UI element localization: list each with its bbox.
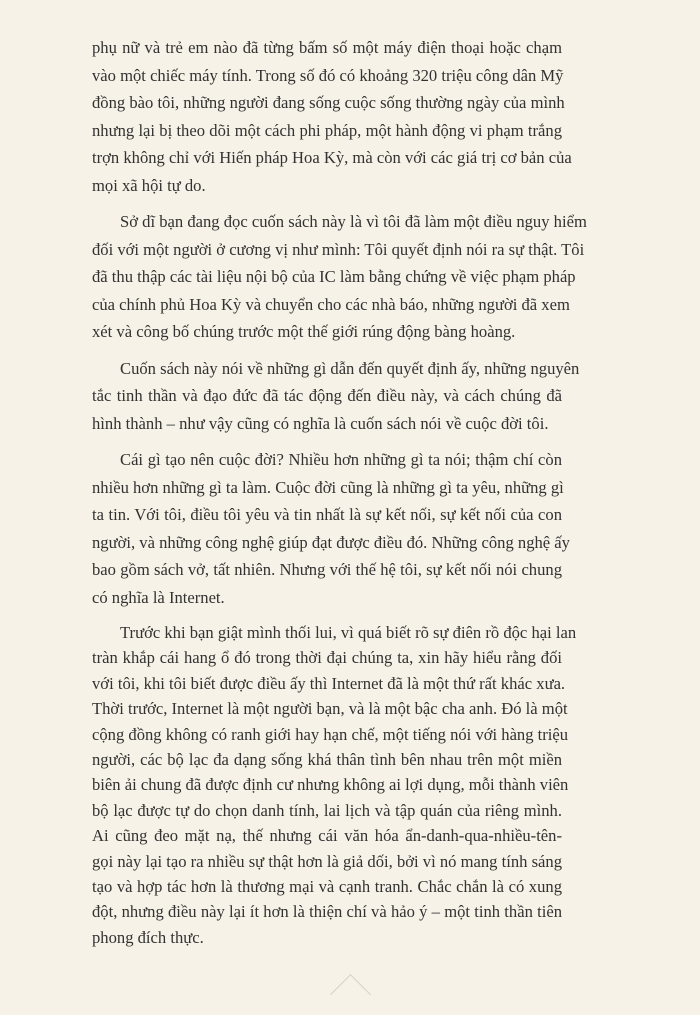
text-line: đã thu thập các tài liệu nội bộ của IC làm bằng chứng về việc phạm pháp [92,267,576,286]
text-line: có nghĩa là Internet. [92,587,225,607]
text-line: gọi này lại tạo ra nhiều sự thật hơn là giả dối, bởi vì nó mang tính sáng [92,851,562,871]
text-line: ta tin. Với tôi, điều tôi yêu và tin nhất là sự kết nối, sự kết nối của con [92,505,562,524]
book-page-text [92,34,587,959]
text-line: phong đích thực. [92,927,204,947]
text-line: trợn không chỉ với Hiến pháp Hoa Kỳ, mà còn với các giá trị cơ bản của [92,148,572,167]
text-line: phụ nữ và trẻ em nào đã từng bấm số một máy điện thoại hoặc chạm [92,38,562,57]
text-line: bao gồm sách vở, tất nhiên. Nhưng với thế hệ tôi, sự kết nối nói chung [92,560,562,579]
text-line: đột, nhưng điều này lại ít hơn là thiện chí và hảo ý – một tinh thần tiên [92,902,562,922]
text-line: nhiều hơn những gì ta làm. Cuộc đời cũng là những gì ta yêu, những gì [92,477,564,497]
paragraph [92,620,577,950]
text-line: Sở dĩ bạn đang đọc cuốn sách này là vì tôi đã làm một điều nguy hiểm [120,212,587,231]
text-line: tràn khắp cái hang ổ đó trong thời đại chúng ta, xin hãy hiểu rằng đối [92,648,562,668]
text-line: Cuốn sách này nói về những gì dẫn đến quyết định ấy, những nguyên [120,358,580,378]
paragraph [92,446,570,611]
text-line: biên ải chung đã được định cư nhưng không ai lợi dụng, mỗi thành viên [92,775,569,795]
text-line: tạo và hợp tác hơn là thương mại và cạnh tranh. Chắc chắn là có xung [92,876,562,896]
text-line: của chính phủ Hoa Kỳ và chuyển cho các nhà báo, những người đã xem [92,294,570,314]
text-line: hình thành – như vậy cũng có nghĩa là cuốn sách nói về cuộc đời tôi. [92,413,549,433]
text-line: Trước khi bạn giật mình thối lui, vì quá biết rõ sự điên rồ độc hại lan [120,623,577,642]
text-line: cộng đồng không có ranh giới hay hạn chế, một tiếng nói với hàng triệu [92,724,569,744]
text-line: vào một chiếc máy tính. Trong số đó có khoảng 320 triệu công dân Mỹ [92,65,564,85]
text-line: Ai cũng đeo mặt nạ, thế nhưng cái văn hóa ẩn-danh-qua-nhiều-tên- [92,826,562,846]
text-line: nhưng lại bị theo dõi một cách phi pháp, một hành động vi phạm trắng [92,120,562,140]
paragraph [92,208,587,346]
page-fold-mark [330,974,371,1015]
text-line: người, và những công nghệ giúp đạt được điều đó. Những công nghệ ấy [92,532,570,552]
text-line: Cái gì tạo nên cuộc đời? Nhiều hơn những gì ta nói; thậm chí còn [120,450,562,469]
text-line: đối với một người ở cương vị như mình: Tôi quyết định nói ra sự thật. Tôi [92,239,585,259]
text-line: đồng bào tôi, những người đang sống cuộc sống thường ngày của mình [92,93,565,112]
text-line: người, các bộ lạc đa dạng sống khá thân tình bên nhau trên một miền [92,749,562,769]
paragraph [92,34,572,199]
paragraph [92,355,580,438]
text-line: xét và công bố chúng trước một thế giới rúng động bàng hoàng. [92,322,516,341]
text-line: Thời trước, Internet là một người bạn, và là một bậc cha anh. Đó là một [92,699,568,719]
text-line: bộ lạc được tự do chọn danh tính, lai lịch và tập quán của riêng mình. [92,800,562,820]
text-line: với tôi, khi tôi biết được điều ấy thì Internet đã là một thứ rất khác xưa. [92,673,566,693]
text-line: mọi xã hội tự do. [92,175,206,195]
text-line: tắc tinh thần và đạo đức đã tác động đến điều này, và cách chúng đã [92,386,562,405]
